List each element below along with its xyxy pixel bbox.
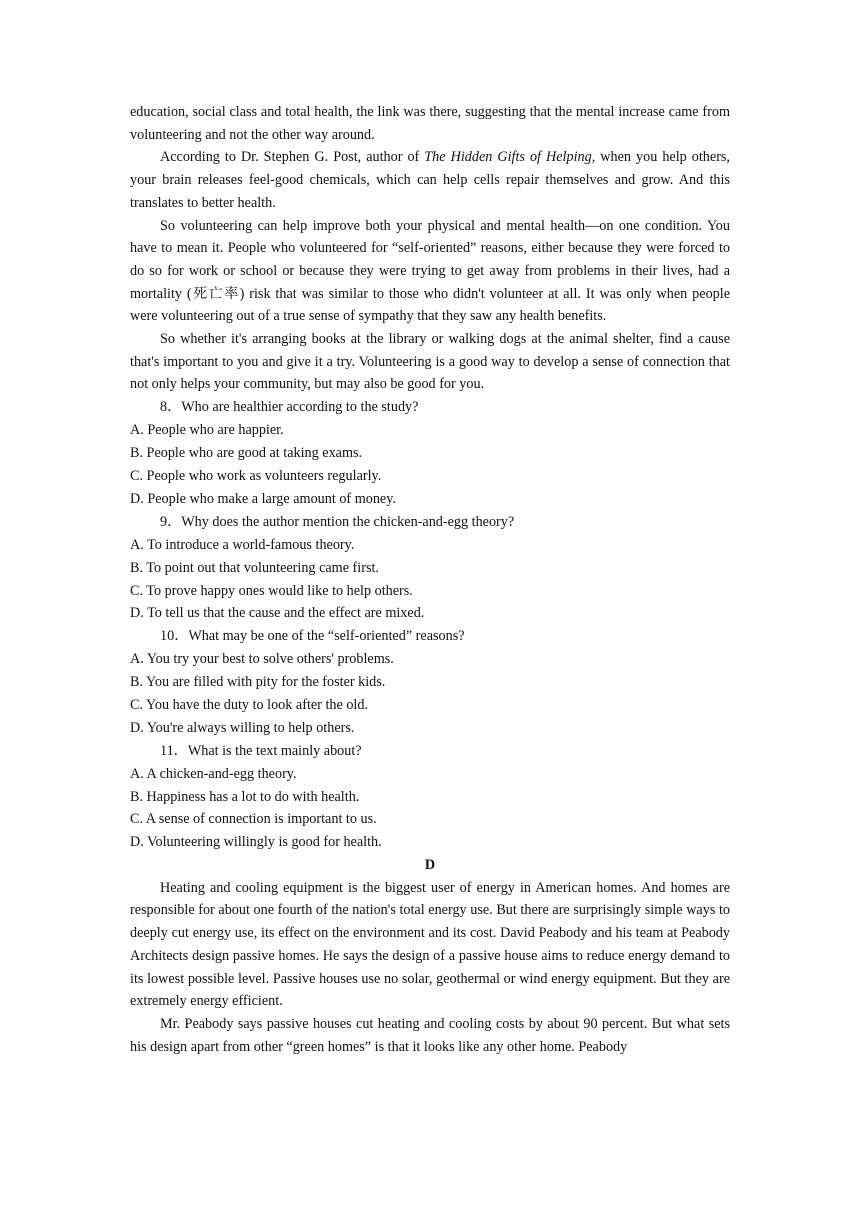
question-8 [130, 396, 730, 510]
option-c: C. You have the duty to look after the old. [130, 697, 369, 713]
question-11 [130, 740, 730, 854]
paragraph-2-text-end: when you help others, your brain releases feel-good chemicals, which can help cells repair themselves and grow. And this translates to better health. [130, 149, 730, 211]
passage-c-paragraph-4: So whether it's arranging books at the library or walking dogs at the animal shelter, find a cause that's important to you and give it a try. Volunteering is a good way to develop a sense of connection that not only helps your community, but may also be good for you. [130, 331, 730, 393]
option-d: D. You're always willing to help others. [130, 719, 355, 736]
option-a: A. To introduce a world-famous theory. [130, 536, 355, 553]
section-d-heading: D [424, 857, 436, 874]
option-c: C. A sense of connection is important to us. [130, 811, 377, 828]
question-stem: 11．What is the text mainly about? [160, 742, 362, 759]
passage-d-paragraph-1: Heating and cooling equipment is the biggest user of energy in American homes. And homes are responsible for about one fourth of the nation's total energy use. But there are surprisingly simple ways to deeply cut energy use, its effect on the environment and its cost. David Peabody and his team at Peabody Architects design passive homes. He says the design of a passive house aims to reduce energy demand to its lowest possible level. Passive houses use no solar, geothermal or wind energy equipment. But they are extremely energy efficient. [130, 879, 730, 1010]
option-a: A. A chicken-and-egg theory. [130, 765, 297, 782]
option-b: B. To point out that volunteering came first. [130, 559, 379, 576]
passage-c-paragraph-1: education, social class and total health, the link was there, suggesting that the mental increase came from volunteering and not the other way around. [130, 104, 730, 143]
document-page [130, 101, 730, 1058]
question-stem: 10．What may be one of the “self-oriented” reasons? [160, 628, 465, 645]
option-d: D. Volunteering willingly is good for health. [130, 834, 382, 851]
paragraph-2-text-start: According to Dr. Stephen G. Post, author of [160, 149, 425, 166]
option-c: C. To prove happy ones would like to help others. [130, 582, 413, 599]
question-10 [130, 625, 730, 739]
question-stem: 8．Who are healthier according to the study? [160, 399, 419, 416]
option-d: D. To tell us that the cause and the effect are mixed. [130, 605, 425, 622]
option-b: B. People who are good at taking exams. [130, 445, 363, 462]
passage-d-paragraph-2: Mr. Peabody says passive houses cut heating and cooling costs by about 90 percent. But what sets his design apart from other “green homes” is that it looks like any other home. Peabody [130, 1016, 730, 1055]
option-b: B. Happiness has a lot to do with health. [130, 788, 360, 805]
option-b: B. You are filled with pity for the foster kids. [130, 674, 386, 691]
option-a: A. You try your best to solve others' problems. [130, 651, 394, 668]
passage-c-paragraph-2 [130, 146, 730, 214]
option-c: C. People who work as volunteers regularly. [130, 468, 382, 485]
question-9 [130, 511, 730, 625]
option-a: A. People who are happier. [130, 422, 284, 439]
passage-c-paragraph-3: So volunteering can help improve both your physical and mental health—on one condition. You have to mean it. People who volunteered for “self-oriented” reasons, either because they were forced to do so for work or school or because they were trying to get away from problems in their lives, had a mortality (死亡率) risk that was similar to those who didn't volunteer at all. It was only when people were volunteering out of a true sense of sympathy that they saw any health benefits. [130, 217, 730, 325]
question-stem: 9．Why does the author mention the chicken-and-egg theory? [160, 513, 515, 530]
option-d: D. People who make a large amount of money. [130, 490, 396, 507]
book-title: The Hidden Gifts of Helping, [424, 149, 596, 166]
